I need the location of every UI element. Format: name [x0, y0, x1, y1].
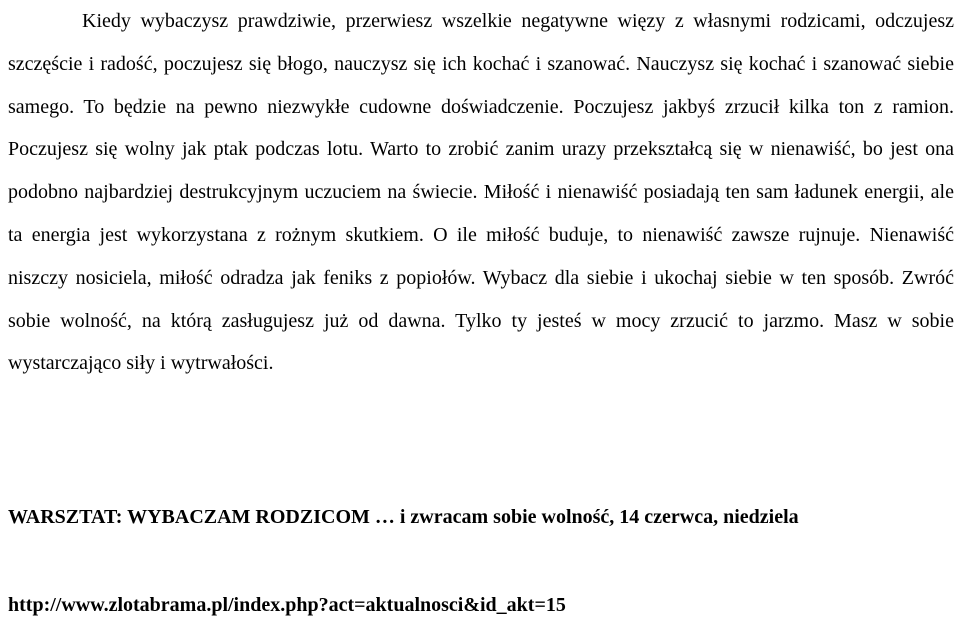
- document-page: [8, 0, 954, 616]
- workshop-heading: WARSZTAT: WYBACZAM RODZICOM … i zwracam sobie wolność, 14 czerwca, niedziela: [8, 506, 799, 528]
- body-paragraph: Kiedy wybaczysz prawdziwie, przerwiesz wszelkie negatywne więzy z własnymi rodzicami, odczujesz szczęście i radość, poczujesz się błogo, nauczysz się ich kochać i szanować. Nauczysz się kochać i szanować siebie samego. To będzie na pewno niezwykłe cudowne doświadczenie. Poczujesz jakbyś zrzucił kilka ton z ramion. Poczujesz się wolny jak ptak podczas lotu. Warto to zrobić zanim urazy przekształcą się w nienawiść, bo jest ona podobno najbardziej destrukcyjnym uczuciem na świecie. Miłość i nienawiść posiadają ten sam ładunek energii, ale ta energia jest wykorzystana z rożnym skutkiem. O ile miłość buduje, to nienawiść zawsze rujnuje. Nienawiść niszczy nosiciela, miłość odradza jak feniks z popiołów. Wybacz dla siebie i ukochaj siebie w ten sposób. Zwróć sobie wolność, na którą zasługujesz już od dawna. Tylko ty jesteś w mocy zrzucić to jarzmo. Masz w sobie wystarczająco siły i wytrwałości.: [8, 10, 954, 375]
- source-link[interactable]: http://www.zlotabrama.pl/index.php?act=aktualnosci&id_akt=15: [8, 594, 566, 616]
